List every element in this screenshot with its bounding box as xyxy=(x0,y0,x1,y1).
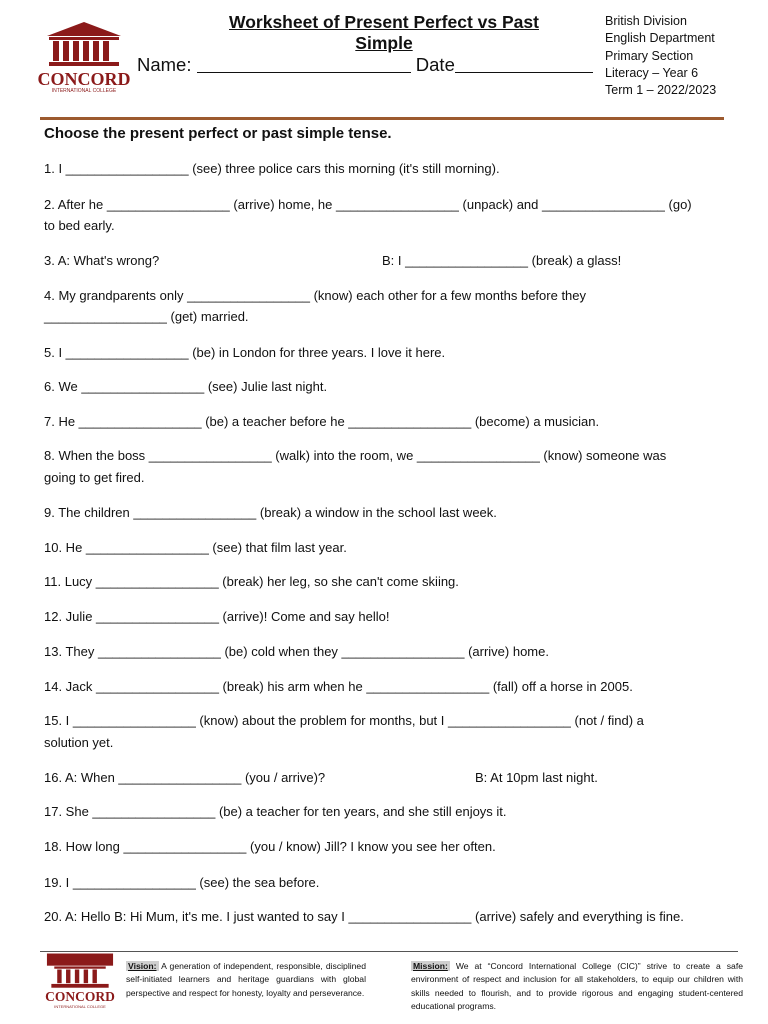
mission-statement xyxy=(411,960,743,1014)
question-6: 6. We _________________ (see) Julie last night. xyxy=(44,379,328,394)
date-label: Date xyxy=(415,54,455,75)
question-13: 13. They _________________ (be) cold when they _________________ (arrive) home. xyxy=(44,644,549,659)
question-19: 19. I _________________ (see) the sea before. xyxy=(44,875,320,890)
question-7: 7. He _________________ (be) a teacher before he _________________ (become) a musician. xyxy=(44,414,600,429)
division-line: Literacy – Year 6 xyxy=(605,65,699,80)
vision-statement xyxy=(126,960,366,1000)
question-10: 10. He _________________ (see) that film last year. xyxy=(44,540,347,555)
question-2: 2. After he _________________ (arrive) home, he _________________ (unpack) and _________________ (go) xyxy=(44,197,692,212)
question-8: 8. When the boss _________________ (walk) into the room, we _________________ (know) someone was xyxy=(44,448,667,463)
footer-divider xyxy=(40,951,738,952)
question-11: 11. Lucy _________________ (break) her leg, so she can't come skiing. xyxy=(44,574,459,589)
question-4-cont: _________________ (get) married. xyxy=(44,309,249,324)
question-15-cont: solution yet. xyxy=(44,735,114,750)
question-18: 18. How long _________________ (you / know) Jill? I know you see her often. xyxy=(44,839,496,854)
header-divider xyxy=(40,117,724,120)
date-blank xyxy=(455,72,593,73)
footer-logo-wordmark: CONCORD xyxy=(45,989,115,1004)
logo-subtext: INTERNATIONAL COLLEGE xyxy=(51,88,117,94)
division-line: Term 1 – 2022/2023 xyxy=(605,83,717,98)
mission-label: Mission: xyxy=(413,961,448,971)
question-2-cont: to bed early. xyxy=(44,218,115,233)
question-15: 15. I _________________ (know) about the problem for months, but I _________________ (not / find) a xyxy=(44,713,644,728)
mission-text: We at “Concord International College (CIC)” strive to create a safe environment of respect and inclusion for all stakeholders, to equip our children with skills needed to flourish, and to provide rigorous and engaging student-centered educational programs. xyxy=(411,961,743,1012)
college-logo xyxy=(35,20,133,98)
division-line: Primary Section xyxy=(605,48,694,63)
question-16a: 16. A: When _________________ (you / arrive)? xyxy=(44,770,326,785)
division-line: English Department xyxy=(605,31,715,46)
division-info xyxy=(605,13,716,99)
instructions: Choose the present perfect or past simple tense. xyxy=(44,125,392,142)
question-9: 9. The children _________________ (break) a window in the school last week. xyxy=(44,505,497,520)
footer-logo xyxy=(44,952,116,1016)
question-8-cont: going to get fired. xyxy=(44,470,145,485)
question-4: 4. My grandparents only _________________ (know) each other for a few months before they xyxy=(44,288,587,303)
division-line: British Division xyxy=(605,14,687,28)
name-date-row xyxy=(137,54,597,76)
columns-building-icon xyxy=(44,952,116,990)
question-16b: B: At 10pm last night. xyxy=(475,770,598,785)
vision-text: A generation of independent, responsible, disciplined self-initiated learners and heritage guardians with global perspective and respect for honesty, loyalty and perseverance. xyxy=(126,961,366,998)
question-14: 14. Jack _________________ (break) his arm when he _________________ (fall) off a horse in 2005. xyxy=(44,679,633,694)
question-3a: 3. A: What's wrong? xyxy=(44,253,160,268)
question-1: 1. I _________________ (see) three police cars this morning (it's still morning). xyxy=(44,161,500,176)
question-3b: B: I _________________ (break) a glass! xyxy=(382,253,622,268)
logo-wordmark: CONCORD xyxy=(37,69,131,89)
question-5: 5. I _________________ (be) in London for three years. I love it here. xyxy=(44,345,446,360)
question-20: 20. A: Hello B: Hi Mum, it's me. I just wanted to say I _________________ (arrive) safely and everything is fine. xyxy=(44,909,684,924)
name-label: Name: xyxy=(137,54,192,75)
question-12: 12. Julie _________________ (arrive)! Come and say hello! xyxy=(44,609,390,624)
footer-logo-subtext: INTERNATIONAL COLLEGE xyxy=(54,1003,106,1009)
columns-building-icon xyxy=(35,20,133,70)
worksheet-title: Worksheet of Present Perfect vs Past Simple xyxy=(229,12,539,53)
name-blank xyxy=(197,72,411,73)
question-17: 17. She _________________ (be) a teacher for ten years, and she still enjoys it. xyxy=(44,804,507,819)
vision-label: Vision: xyxy=(128,961,157,971)
